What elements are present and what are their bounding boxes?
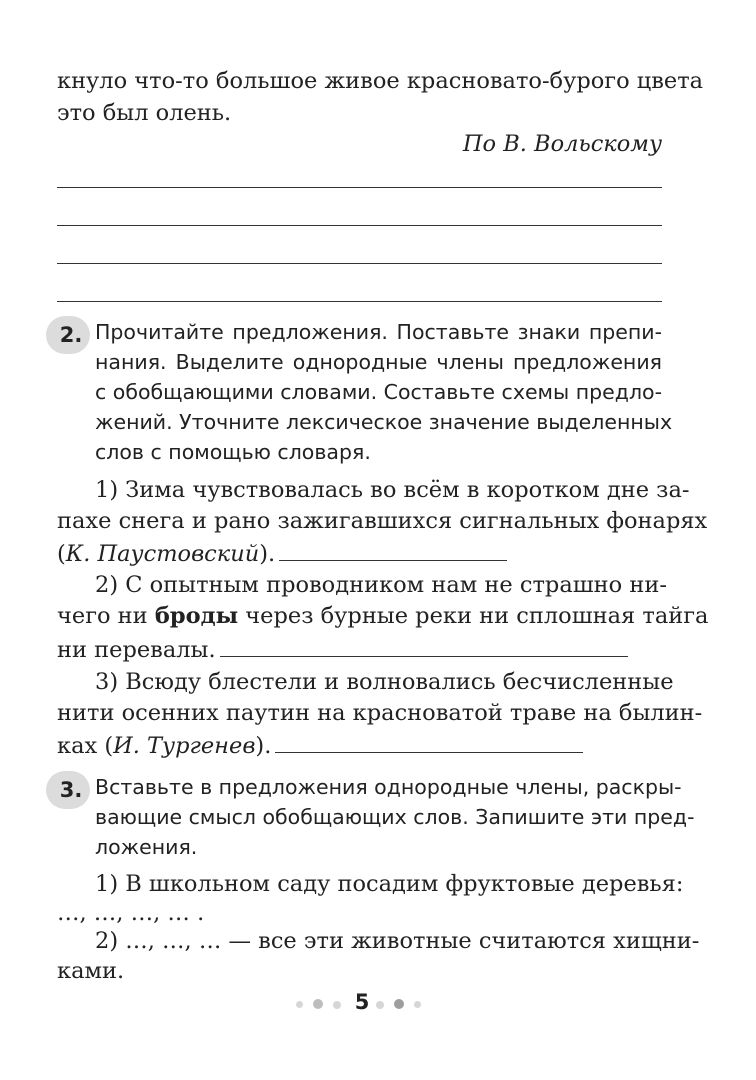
sentence-line: 1) Зима чувствовалась во всём в коротком дне за- — [95, 477, 690, 503]
answer-line[interactable] — [57, 187, 662, 188]
decorative-dot — [414, 1001, 421, 1008]
answer-line[interactable] — [57, 263, 662, 264]
sentence-line: ни перевалы. — [57, 637, 628, 663]
sentence-line: 3) Всюду блестели и волновались бесчисленные — [95, 669, 674, 695]
sentence-line: нити осенних паутин на красноватой траве на былин- — [57, 700, 703, 726]
decorative-dot — [333, 1001, 341, 1009]
task3-instruction: Вставьте в предложения однородные члены, раскры- вающие смысл обобщающих слов. Запишите эти пред- ложения. — [95, 775, 695, 859]
decorative-dot — [313, 999, 323, 1009]
sentence-line: 2) …, …, … — все эти животные считаются хищни- — [95, 928, 700, 954]
page-number: 5 — [354, 990, 370, 1014]
highlighted-word: броды — [154, 603, 239, 629]
task-number-badge: 3. — [46, 771, 90, 809]
sentence-line: …, …, …, … . — [57, 900, 205, 926]
page-footer — [0, 992, 756, 1016]
sentence-line: ках (И. Тургенев). — [57, 733, 583, 759]
sentence-line: 1) В школьном саду посадим фруктовые деревья: — [95, 871, 684, 897]
task2-instruction: Прочитайте предложения. Поставьте знаки препи- нания. Выделите однородные члены предложения с обобщающими словами. Составьте схемы предло- жений. Уточните лексическое значение выделенных слов с помощью словаря. — [95, 320, 673, 464]
sentence-line: пахе снега и рано зажигавшихся сигнальных фонарях — [57, 508, 708, 534]
decorative-dot — [394, 999, 404, 1009]
sentence-line: чего ни броды через бурные реки ни сплошная тайга — [57, 603, 709, 629]
sentence-line: 2) С опытным проводником нам не страшно ни- — [95, 572, 667, 598]
attribution: По В. Вольскому — [462, 131, 662, 157]
author-name: К. Паустовский — [65, 541, 260, 567]
answer-line[interactable] — [220, 655, 628, 657]
sentence-line: (К. Паустовский). — [57, 541, 507, 567]
text-line: это был олень. — [57, 100, 232, 126]
task-number-badge: 2. — [46, 316, 90, 354]
decorative-dot — [296, 1001, 303, 1008]
author-name: И. Тургенев — [113, 733, 256, 759]
text-line: кнуло что-то большое живое красновато-бурого цвета — [57, 68, 704, 94]
answer-line[interactable] — [275, 751, 583, 753]
answer-line[interactable] — [279, 559, 507, 561]
answer-line[interactable] — [57, 225, 662, 226]
answer-line[interactable] — [57, 301, 662, 302]
sentence-line: ками. — [57, 958, 125, 984]
decorative-dot — [376, 1001, 384, 1009]
